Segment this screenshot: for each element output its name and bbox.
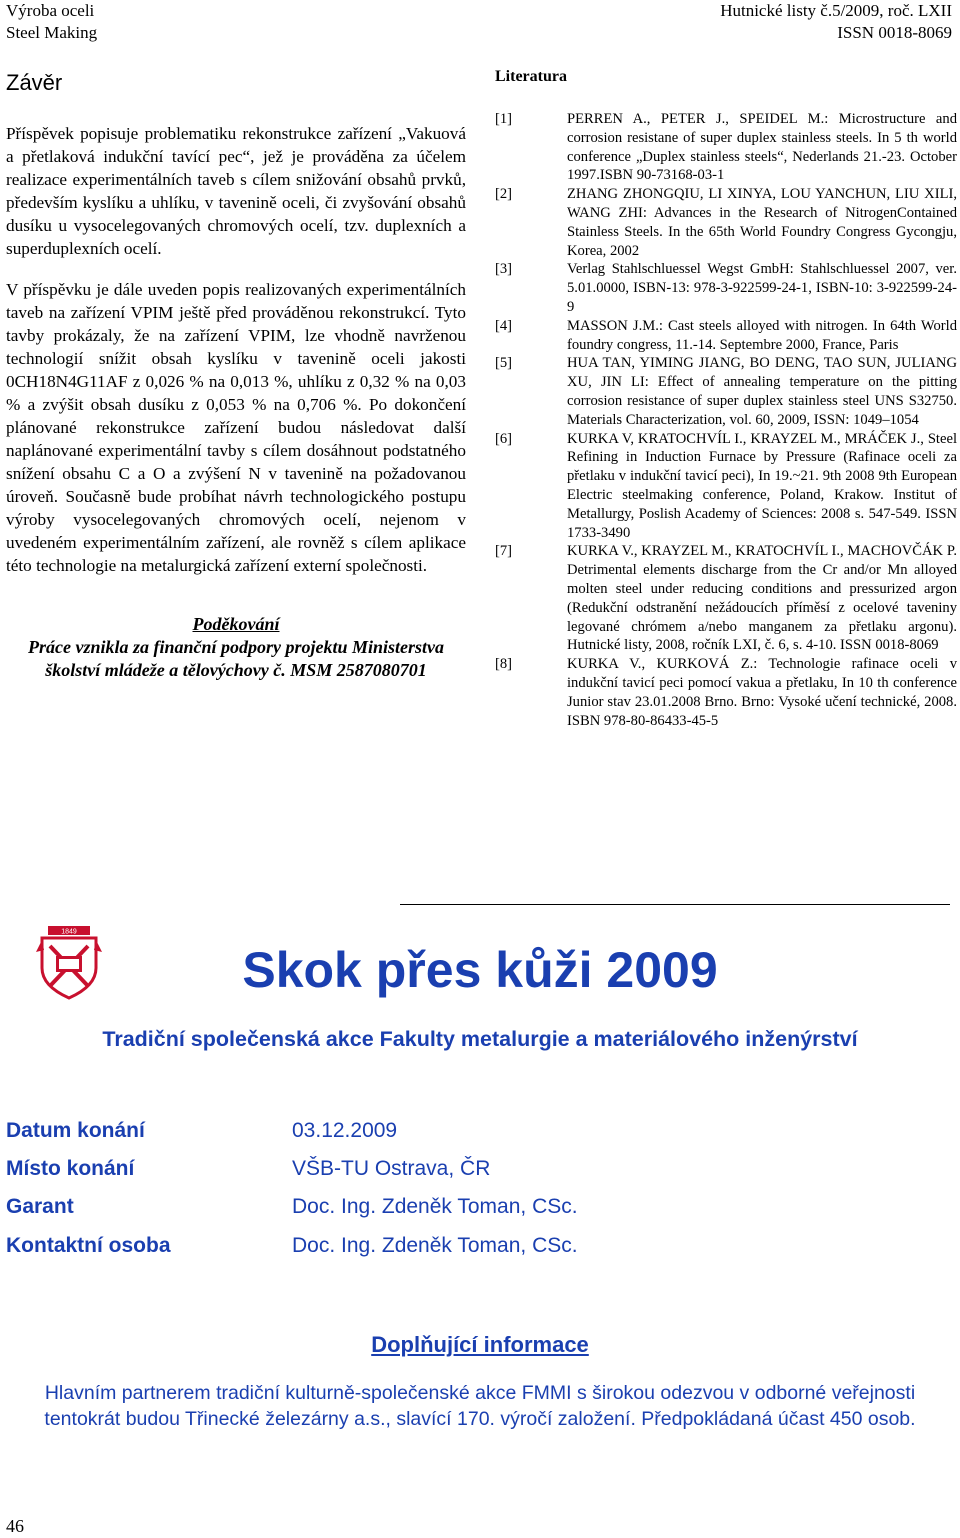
- info-label: Kontaktní osoba: [6, 1234, 171, 1257]
- reference-item: [495, 354, 957, 429]
- event-subtitle: Tradiční společenská akce Fakulty metalurgie a materiálového inženýrství: [102, 1027, 858, 1051]
- header-section-cz: Výroba oceli: [6, 1, 95, 20]
- info-row-place: [6, 1155, 946, 1183]
- reference-text: ZHANG ZHONGQIU, LI XINYA, LOU YANCHUN, LIU XILI, WANG ZHI: Advances in the Research of NitrogenContained Stainless Steels. In the 65th World Foundry Congress Gycongju, Korea, 2002: [567, 186, 957, 259]
- header-issn: ISSN 0018-8069: [837, 23, 952, 42]
- additional-info-text: Hlavním partnerem tradiční kulturně-společenské akce FMMI s širokou odezvou v odborné veřejnosti tentokrát budou Třinecké železárny a.s., slavící 170. výročí založení. Předpokládaná účast 450 osob.: [44, 1382, 916, 1430]
- reference-text: Verlag Stahlschluessel Wegst GmbH: Stahlschluessel 2007, ver. 5.01.0000, ISBN-13: 978-3-922599-24-1, ISBN-10: 3-922599-24-9: [567, 261, 957, 315]
- acknowledgement-text: Práce vznikla za finanční podpory projektu Ministerstva školství mládeže a tělovýchovy č. MSM 2587080701: [27, 637, 445, 680]
- reference-item: [495, 110, 957, 185]
- acknowledgement-title: Poděkování: [192, 614, 280, 634]
- reference-number: [3]: [495, 261, 513, 278]
- reference-number: [7]: [495, 543, 513, 560]
- info-row-guarantor: [6, 1193, 946, 1221]
- reference-number: [5]: [495, 355, 513, 372]
- crest-banner-text: 1849: [61, 928, 77, 936]
- right-column: [495, 68, 957, 730]
- acknowledgement: [6, 613, 466, 682]
- reference-text: MASSON J.M.: Cast steels alloyed with nitrogen. In 64th World foundry congress, 11.-14. Septembre 2000, France, Paris: [567, 317, 957, 353]
- page-number: 46: [6, 1516, 24, 1536]
- reference-text: KURKA V, KRATOCHVÍL I., KRAYZEL M., MRÁČEK J., Steel Refining in Induction Furnace by Pressure (Rafinace oceli za přetlaku v indukční tavicí peci), In 19.~21. 9th 2008 9th European Electric steelmaking conference, Poland, Krakow. Institut of Metallurgy, Poslish Academy of Sciences: 2008 s. 547-549. ISSN 1733-3490: [567, 430, 957, 541]
- info-row-date: [6, 1117, 946, 1145]
- left-column: [6, 64, 466, 682]
- reference-text: KURKA V., KURKOVÁ Z.: Technologie rafinace oceli v indukční tavicí peci pomocí vakua a přetlaku, In 10 th conference Junior stav 23.01.2008 Brno. Brno: Vysoké učení technické, 2008. ISBN 978-80-86433-45-5: [567, 656, 957, 729]
- reference-item: [495, 655, 957, 730]
- reference-item: [495, 317, 957, 355]
- info-value: 03.12.2009: [292, 1119, 398, 1142]
- reference-item: [495, 260, 957, 316]
- reference-number: [2]: [495, 186, 513, 203]
- info-value: VŠB-TU Ostrava, ČR: [292, 1157, 491, 1180]
- info-label: Garant: [6, 1195, 74, 1218]
- info-value: Doc. Ing. Zdeněk Toman, CSc.: [292, 1195, 578, 1218]
- reference-item: [495, 430, 957, 543]
- literature-title: Literatura: [495, 68, 567, 85]
- header-section-en: Steel Making: [6, 23, 98, 42]
- section-divider: [400, 904, 950, 905]
- reference-text: PERREN A., PETER J., SPEIDEL M.: Microstructure and corrosion resistane of super duplex stainless steels. In 5 th world conference „Duplex stainless steels“, Nederlands 21.-23. October 1997.ISBN 90-73168-03-1: [567, 111, 957, 184]
- reference-item: [495, 185, 957, 260]
- conclusion-paragraph-2: V příspěvku je dále uveden popis realizovaných experimentálních taveb na zařízení VPIM ještě před prováděnou rekonstrukcí. Tyto tavby prokázaly, že na zařízení VPIM, lze vhodně navrženou technologií snížit obsah kyslíku v tavenině oceli jakosti 0CH18N4G11AF z 0,026 % na 0,013 %, uhlíku z 0,32 % na 0,03 % a zvýšit obsah dusíku z 0,053 % na 0,706 %. Po dokončení plánované rekonstrukce zařízení budou následovat další naplánované experimentální tavby s cílem dosáhnout podstatného snížení obsahu C a O a zvýšení N v tavenině na požadovanou úroveň. Současně bude probíhat návrh technologického postupu výroby vysocelegovaných chromových ocelí, nejenom v uvedeném experimentálním zařízení, ale rovněž s cílem aplikace této technologie na metalurgická zařízení externí společnosti.: [6, 280, 466, 575]
- conclusion-paragraph-1: Příspěvek popisuje problematiku rekonstrukce zařízení „Vakuová a přetlaková indukční tavící pec“, jež je prováděna za účelem realizace experimentálních taveb s cílem snižování obsahů prvků, především kyslíku a uhlíku, v tavenině oceli, či zvyšování obsahů dusíku u vysocelegovaných chromových ocelí, tzv. duplexních a superduplexních ocelí.: [6, 124, 466, 258]
- running-header-right: [720, 0, 952, 44]
- info-row-contact: [6, 1232, 946, 1260]
- info-label: Datum konání: [6, 1119, 145, 1142]
- info-label: Místo konání: [6, 1157, 135, 1180]
- vsb-tu-ostrava-crest-icon: [36, 924, 102, 1000]
- reference-number: [1]: [495, 111, 513, 127]
- running-header-left: [6, 0, 97, 44]
- reference-number: [6]: [495, 430, 513, 447]
- additional-info-title: Doplňující informace: [371, 1332, 589, 1357]
- reference-number: [8]: [495, 656, 513, 673]
- event-title: Skok přes kůži 2009: [242, 942, 718, 998]
- header-journal: Hutnické listy č.5/2009, roč. LXII: [720, 1, 952, 20]
- reference-item: [495, 542, 957, 655]
- info-value: Doc. Ing. Zdeněk Toman, CSc.: [292, 1234, 578, 1257]
- conclusion-title: Závěr: [6, 70, 63, 95]
- reference-number: [4]: [495, 317, 513, 334]
- reference-text: KURKA V., KRAYZEL M., KRATOCHVÍL I., MACHOVČÁK P. Detrimental elements discharge from the Cr and/or Mn alloyed molten steel under reducing conditions and pressurized argon (Redukční odstranění nežádoucích příměsí z ocelové taveniny legované chrómem a/nebo manganem za přetlaku argonu). Hutnické listy, 2008, ročník LXI, č. 6, s. 4-10. ISSN 0018-8069: [567, 543, 957, 654]
- reference-text: HUA TAN, YIMING JIANG, BO DENG, TAO SUN, JULIANG XU, JIN LI: Effect of annealing temperature on the pitting corrosion resistance of super duplex stainless steel UNS S32750. Materials Characterization, vol. 60, 2009, ISSN: 1049–1054: [567, 355, 957, 428]
